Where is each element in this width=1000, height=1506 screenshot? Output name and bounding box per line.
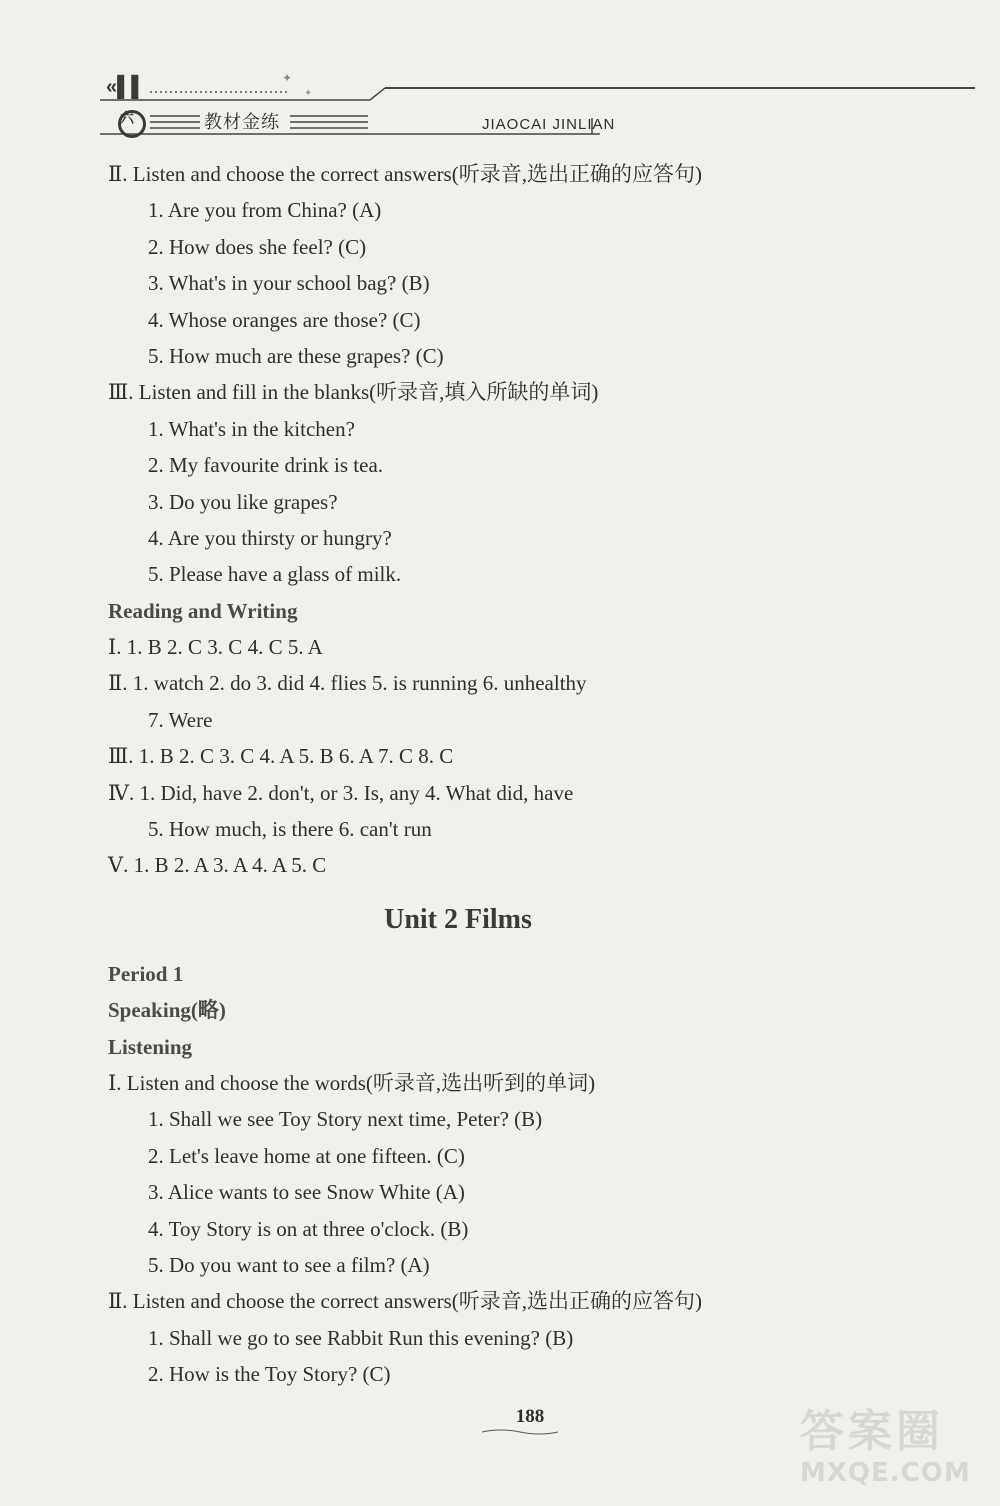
- answer-item: 4. Toy Story is on at three o'clock. (B): [148, 1216, 469, 1241]
- answer-item: 2. Let's leave home at one fifteen. (C): [148, 1143, 465, 1168]
- section-heading: Period 1: [108, 961, 184, 986]
- answer-item: 3. Alice wants to see Snow White (A): [148, 1180, 465, 1205]
- page-number: 188: [515, 1406, 545, 1427]
- answer-item: 2. My favourite drink is tea.: [148, 453, 384, 478]
- answer-item: 2. How does she feel? (C): [148, 234, 367, 259]
- section-line: Ⅲ. 1. B 2. C 3. C 4. A 5. B 6. A 7. C 8. C: [108, 744, 454, 769]
- answer-item: 1. What's in the kitchen?: [148, 416, 355, 441]
- answer-item: 1. Shall we see Toy Story next time, Peter? (B): [148, 1107, 543, 1132]
- section-line: Ⅴ. 1. B 2. A 3. A 4. A 5. C: [108, 853, 327, 878]
- double-chevron-icon: «▌▌: [106, 76, 146, 98]
- answer-continuation: 7. Were: [148, 707, 213, 732]
- answer-item: 5. How much are these grapes? (C): [148, 343, 444, 368]
- watermark-bottom-text: MXQE.COM: [800, 1458, 971, 1488]
- section-line: Ⅲ. Listen and fill in the blanks(听录音,填入所缺的单词): [108, 380, 599, 405]
- page-header: [0, 0, 1000, 150]
- page-number-ornament: [480, 1428, 560, 1436]
- answer-item: 5. Do you want to see a film? (A): [148, 1252, 430, 1277]
- answer-item: 1. Are you from China? (A): [148, 198, 382, 223]
- answer-item: 3. Do you like grapes?: [148, 489, 338, 514]
- answer-continuation: 5. How much, is there 6. can't run: [148, 817, 432, 842]
- section-heading: Listening: [108, 1034, 193, 1059]
- section-line: Ⅱ. Listen and choose the correct answers(听录音,选出正确的应答句): [108, 162, 702, 186]
- section-line: Ⅱ. Listen and choose the correct answers(听录音,选出正确的应答句): [108, 1289, 702, 1314]
- grade-badge-label: 六: [120, 112, 134, 127]
- section-line: Ⅳ. 1. Did, have 2. don't, or 3. Is, any 4. What did, have: [108, 780, 574, 805]
- svg-text:✦: ✦: [282, 71, 293, 85]
- site-watermark: [800, 1406, 990, 1496]
- section-heading: Reading and Writing: [108, 598, 298, 623]
- section-line: Ⅰ. 1. B 2. C 3. C 4. C 5. A: [108, 635, 323, 660]
- svg-text:✦: ✦: [304, 88, 313, 99]
- answer-item: 2. How is the Toy Story? (C): [148, 1362, 391, 1387]
- answer-item: 3. What's in your school bag? (B): [148, 271, 430, 296]
- section-line: Ⅰ. Listen and choose the words(听录音,选出听到的单词): [108, 1070, 596, 1095]
- section-line: Ⅱ. 1. watch 2. do 3. did 4. flies 5. is running 6. unhealthy: [108, 671, 587, 696]
- unit-title: Unit 2 Films: [384, 903, 532, 935]
- section-heading: Speaking(略): [108, 998, 226, 1023]
- watermark-top-text: 答案圈: [800, 1406, 944, 1457]
- answer-item: 1. Shall we go to see Rabbit Run this evening? (B): [148, 1325, 574, 1350]
- answer-key-content: [108, 156, 928, 1393]
- answer-item: 4. Are you thirsty or hungry?: [148, 525, 392, 550]
- book-title-pinyin: JIAOCAI JINLIAN: [482, 116, 616, 133]
- answer-item: 5. Please have a glass of milk.: [148, 562, 402, 587]
- book-title: 教材金练: [204, 112, 280, 132]
- answer-item: 4. Whose oranges are those? (C): [148, 307, 421, 332]
